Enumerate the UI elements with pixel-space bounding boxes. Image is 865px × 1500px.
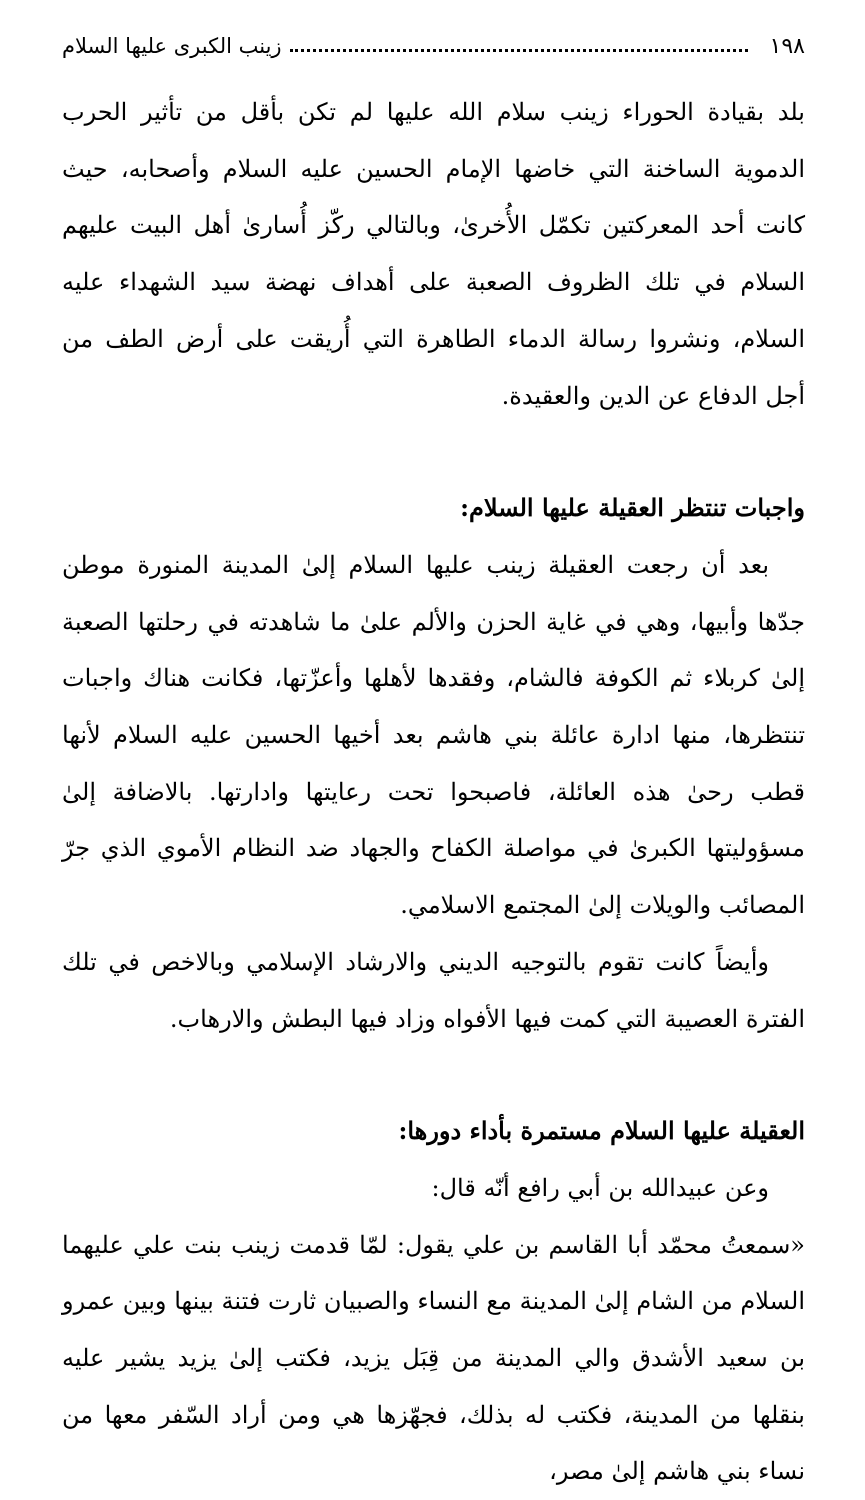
paragraph-2: بعد أن رجعت العقيلة زينب عليها السلام إلىٰ المدينة المنورة موطن جدّها وأبيها، وهي في غاية الحزن والألم علىٰ ما شاهدته في رحلتها الصعبة إلىٰ كربلاء ثم الكوفة فالشام، وفقدها لأهلها وأعزّتها، فكانت هناك واجبات تنتظرها، منها ادارة عائلة بني هاشم بعد أخيها الحسين عليه السلام لأنها قطب رحىٰ هذه العائلة، فاصبحوا تحت رعايتها وادارتها. بالاضافة إلىٰ مسؤوليتها الكبرىٰ في مواصلة الكفاح والجهاد ضد النظام الأموي الذي جرّ المصائب والويلات إلىٰ المجتمع الاسلامي. (62, 550, 805, 920)
header-dotted-leader (290, 49, 748, 52)
section-heading-2: العقيلة عليها السلام مستمرة بأداء دورها: (398, 1116, 805, 1146)
running-title: زينب الكبرى عليها السلام (62, 34, 282, 58)
body-text (62, 84, 805, 1500)
paragraph-5-quote: «سمعتُ محمّد أبا القاسم بن علي يقول: لمّا قدمت زينب بنت علي عليهما السلام من الشام إلىٰ المدينة مع النساء والصبيان ثارت فتنة بينها وبين عمرو بن سعيد الأشدق والي المدينة من قِبَل يزيد، فكتب إلىٰ يزيد يشير عليه بنقلها من المدينة، فكتب له بذلك، فجهّزها هي ومن أراد السّفر معها من نساء بني هاشم إلىٰ مصر، (62, 1230, 805, 1486)
paragraph-1: بلد بقيادة الحوراء زينب سلام الله عليها لم تكن بأقل من تأثير الحرب الدموية الساخنة التي خاضها الإمام الحسين عليه السلام وأصحابه، حيث كانت أحد المعركتين تكمّل الأُخرىٰ، وبالتالي ركّز أُسارىٰ أهل البيت عليهم السلام في تلك الظروف الصعبة على أهداف نهضة سيد الشهداء عليه السلام، ونشروا رسالة الدماء الطاهرة التي أُريقت على أرض الطف من أجل الدفاع عن الدين والعقيدة. (62, 98, 805, 410)
paragraph-4: وعن عبيدالله بن أبي رافع أنّه قال: (431, 1173, 769, 1202)
section-heading-1: واجبات تنتظر العقيلة عليها السلام: (460, 493, 805, 523)
paragraph-3: وأيضاً كانت تقوم بالتوجيه الديني والارشاد الإسلامي وبالاخص في تلك الفترة العصيبة التي كمت فيها الأفواه وزاد فيها البطش والارهاب. (62, 947, 805, 1033)
running-header (62, 28, 805, 64)
page-number: ١٩٨ (769, 33, 805, 59)
